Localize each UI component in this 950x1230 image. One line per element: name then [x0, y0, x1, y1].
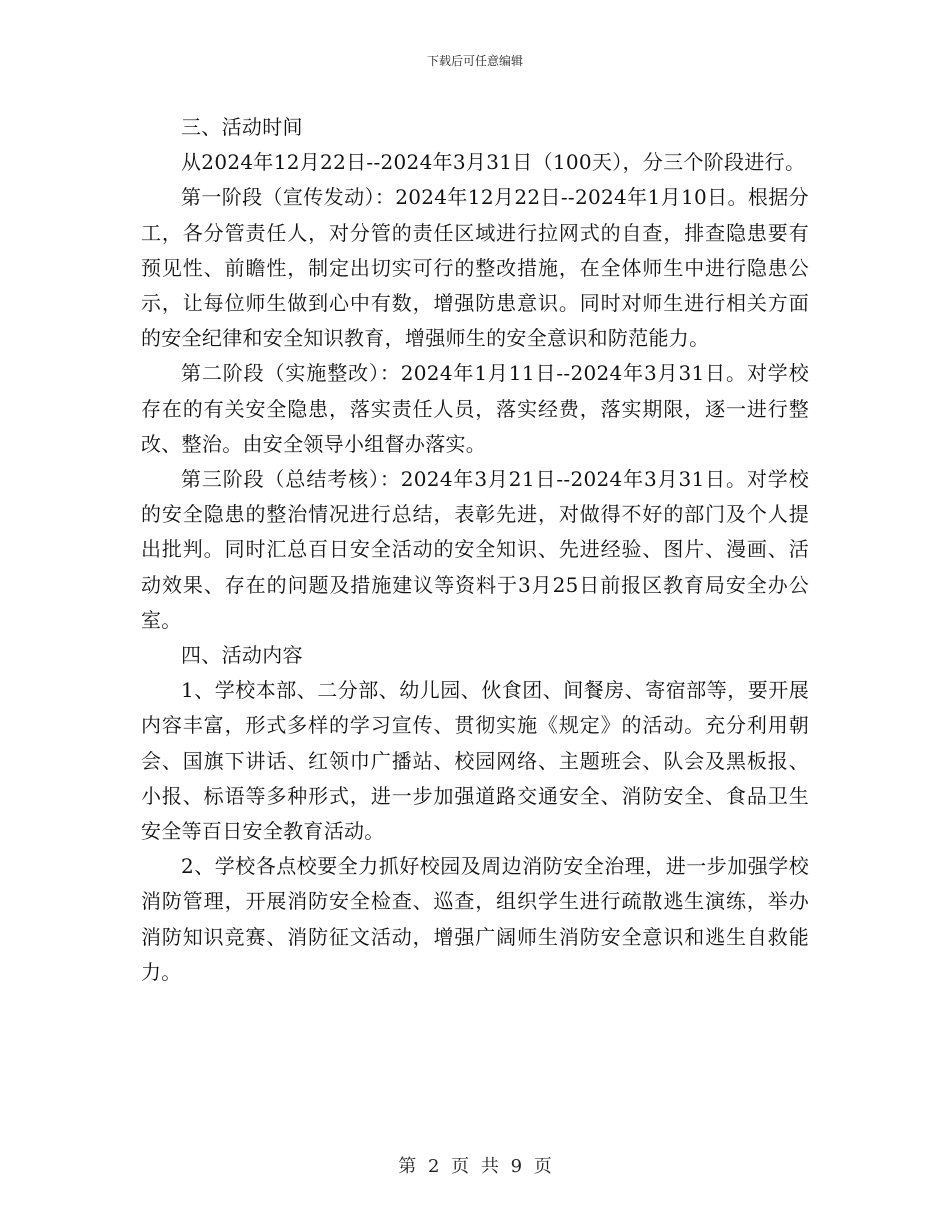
paragraph-item-2: 2、学校各点校要全力抓好校园及周边消防安全治理，进一步加强学校消防管理，开展消防安全检查、巡查，组织学生进行疏散逃生演练，举办消防知识竞赛、消防征文活动，增强广阔师生消防安全意识和逃生自救能力。 — [141, 854, 809, 984]
paragraph-phase-one: 第一阶段（宣传发动）：2024年12月22日--2024年1月10日。根据分工，各分管责任人，对分管的责任区域进行拉网式的自查，排查隐患要有预见性、前瞻性，制定出切实可行的整改措施，在全体师生中进行隐患公示，让每位师生做到心中有数，增强防患意识。同时对师生进行相关方面的安全纪律和安全知识教育，增强师生的安全意识和防范能力。 — [141, 185, 809, 351]
page-header: 下载后可任意编辑 — [426, 54, 523, 68]
document-body — [141, 110, 809, 990]
page-footer: 第 2 页 共 9 页 — [398, 1156, 552, 1177]
paragraph-item-1: 1、学校本部、二分部、幼儿园、伙食团、间餐房、寄宿部等，要开展内容丰富，形式多样的学习宣传、贯彻实施《规定》的活动。充分利用朝会、国旗下讲话、红领巾广播站、校园网络、主题班会、队会及黑板报、小报、标语等多种形式，进一步加强道路交通安全、消防安全、食品卫生安全等百日安全教育活动。 — [141, 678, 809, 844]
paragraph-phase-three: 第三阶段（总结考核）：2024年3月21日--2024年3月31日。对学校的安全隐患的整治情况进行总结，表彰先进，对做得不好的部门及个人提出批判。同时汇总百日安全活动的安全知识、先进经验、图片、漫画、活动效果、存在的问题及措施建议等资料于3月25日前报区教育局安全办公室。 — [141, 467, 809, 632]
section-heading-activity-time: 三、活动时间 — [181, 115, 303, 139]
paragraph-duration: 从2024年12月22日--2024年3月31日（100天），分三个阶段进行。 — [181, 150, 806, 175]
section-heading-activity-content: 四、活动内容 — [181, 643, 303, 668]
paragraph-phase-two: 第二阶段（实施整改）：2024年1月11日--2024年3月31日。对学校存在的有关安全隐患，落实责任人员，落实经费，落实期限，逐一进行整改、整治。由安全领导小组督办落实。 — [141, 361, 809, 456]
